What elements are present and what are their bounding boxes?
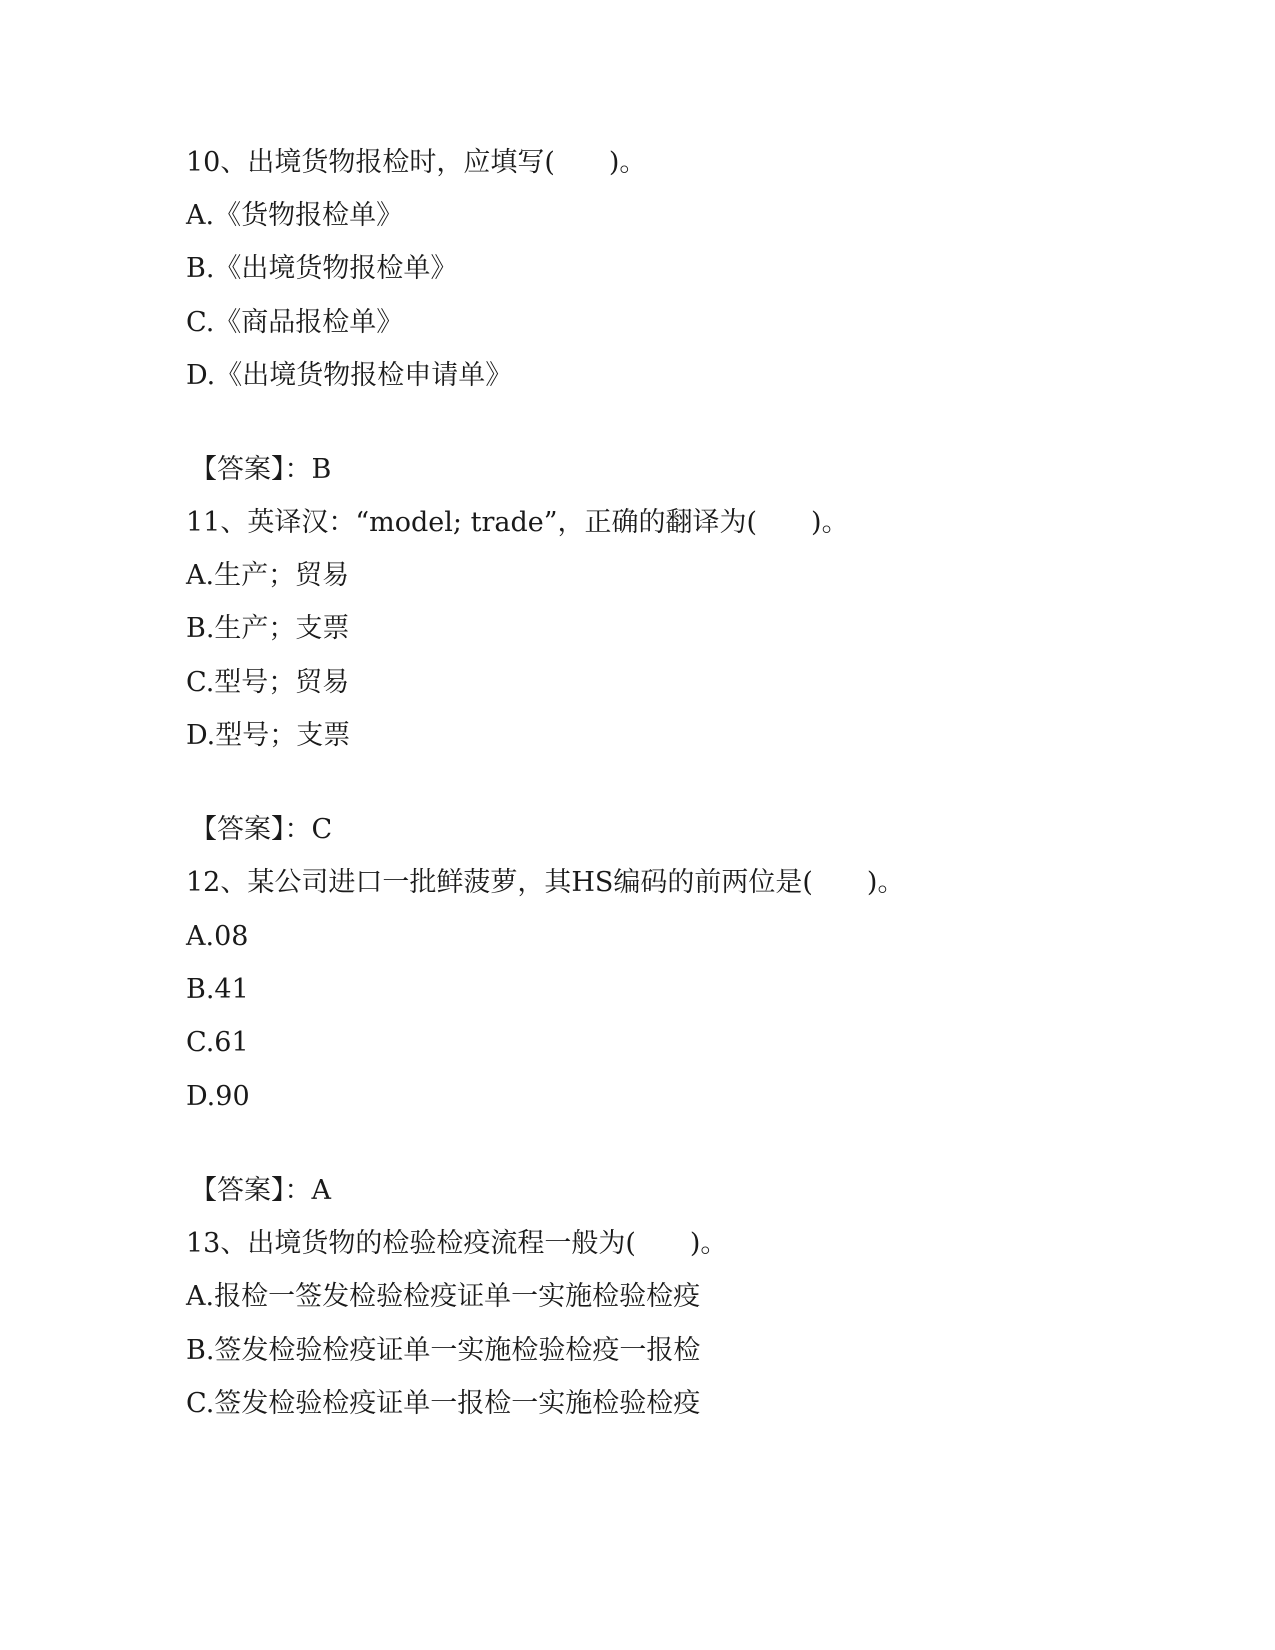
question-10-stem: 10、出境货物报检时，应填写( )。 [186, 147, 647, 178]
question-11-option-a: A.生产；贸易 [186, 560, 350, 591]
question-10-option-c: C.《商品报检单》 [186, 307, 404, 338]
question-12-answer: 【答案】：A [190, 1175, 331, 1206]
question-13-option-a: A.报检一签发检验检疫证单一实施检验检疫 [186, 1281, 701, 1312]
question-13-option-b: B.签发检验检疫证单一实施检验检疫一报检 [186, 1335, 701, 1366]
question-12-option-c: C.61 [186, 1027, 249, 1058]
question-13-option-c: C.签发检验检疫证单一报检一实施检验检疫 [186, 1388, 701, 1419]
question-10-option-b: B.《出境货物报检单》 [186, 253, 458, 284]
question-11-option-d: D.型号；支票 [186, 720, 351, 751]
question-12-option-a: A.08 [186, 921, 249, 952]
question-11-stem: 11、英译汉：“model; trade”，正确的翻译为( )。 [186, 507, 849, 538]
question-10-option-a: A.《货物报检单》 [186, 200, 404, 231]
question-11-option-b: B.生产；支票 [186, 613, 350, 644]
question-10-option-d: D.《出境货物报检申请单》 [186, 360, 513, 391]
question-11-option-c: C.型号；贸易 [186, 667, 350, 698]
question-10-answer: 【答案】：B [190, 454, 332, 485]
question-12-option-d: D.90 [186, 1081, 250, 1112]
question-12-stem: 12、某公司进口一批鲜菠萝，其HS编码的前两位是( )。 [186, 867, 905, 898]
question-12-option-b: B.41 [186, 974, 249, 1005]
question-13-stem: 13、出境货物的检验检疫流程一般为( )。 [186, 1228, 728, 1259]
question-11-answer: 【答案】：C [190, 814, 333, 845]
